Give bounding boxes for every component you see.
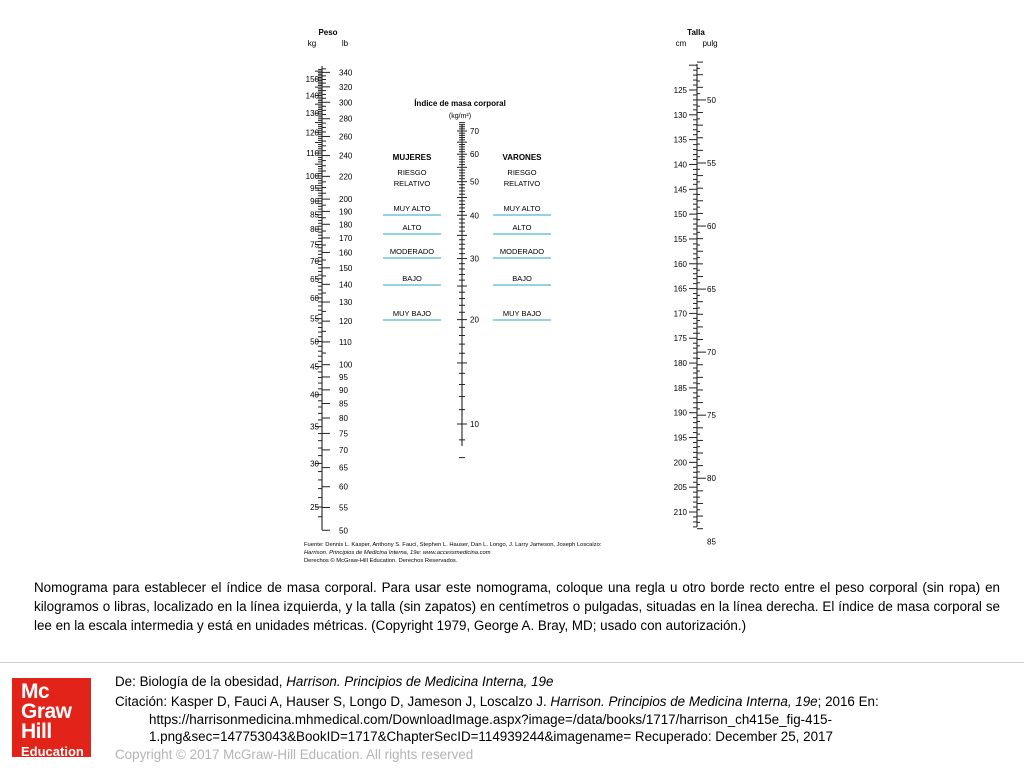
bmi-tick-label: 30 xyxy=(470,254,479,264)
lb-unit: lb xyxy=(341,39,349,48)
risk-level-label: MUY ALTO xyxy=(393,204,431,213)
weight-title: Peso xyxy=(318,28,338,37)
in-tick-label: 70 xyxy=(707,348,716,358)
risk-panel-women xyxy=(383,153,441,320)
lb-tick-label: 320 xyxy=(339,82,353,92)
citation-book-title: Harrison. Principios de Medicina Interna, 19e xyxy=(550,694,818,710)
cm-tick-label: 200 xyxy=(673,458,687,468)
risk-panel-header: VARONES xyxy=(502,153,542,162)
kg-tick-label: 110 xyxy=(306,149,319,159)
lb-tick-label: 90 xyxy=(339,385,348,395)
lb-tick-label: 130 xyxy=(339,298,353,308)
risk-level-label: BAJO xyxy=(512,274,532,283)
kg-tick-label: 95 xyxy=(310,184,319,194)
cm-tick-label: 175 xyxy=(673,334,687,344)
bmi-tick-label: 50 xyxy=(470,177,479,187)
cm-tick-label: 210 xyxy=(673,508,687,517)
lb-tick-label: 65 xyxy=(339,463,348,473)
kg-tick-label: 75 xyxy=(310,240,319,250)
bmi-tick-label: 10 xyxy=(470,420,479,429)
lb-tick-label: 180 xyxy=(339,220,353,230)
source-line-3: Derechos © McGraw-Hill Education. Derechos Reservados. xyxy=(304,558,458,564)
in-tick-label: 50 xyxy=(707,95,716,105)
lb-tick-label: 140 xyxy=(339,280,353,290)
cm-tick-label: 205 xyxy=(673,483,687,493)
lb-tick-label: 190 xyxy=(339,207,353,217)
risk-level-label: BAJO xyxy=(402,274,422,283)
lb-tick-label: 55 xyxy=(339,503,348,513)
logo-line-1: Mc xyxy=(21,680,50,703)
bmi-tick-label: 40 xyxy=(470,211,479,221)
copyright-notice: Copyright © 2017 McGraw-Hill Education. All rights reserved xyxy=(115,746,474,762)
cm-tick-label: 130 xyxy=(673,110,687,120)
reference-block xyxy=(115,673,1005,763)
lb-tick-label: 120 xyxy=(339,317,353,327)
kg-unit: kg xyxy=(307,39,317,48)
bmi-tick-label: 20 xyxy=(470,315,479,325)
in-tick-label: 85 xyxy=(707,537,716,547)
citation xyxy=(115,693,1005,745)
cm-tick-label: 190 xyxy=(673,408,687,418)
kg-tick-label: 45 xyxy=(310,362,319,372)
cm-tick-label: 155 xyxy=(673,234,687,244)
cm-unit: cm xyxy=(675,39,687,48)
lb-tick-label: 110 xyxy=(339,337,352,347)
kg-tick-label: 130 xyxy=(305,109,319,119)
risk-level-label: MUY BAJO xyxy=(392,309,432,318)
bmi-tick-label: 60 xyxy=(470,150,479,160)
lb-tick-label: 200 xyxy=(339,195,353,205)
logo-line-4: Education xyxy=(21,744,84,759)
cm-tick-label: 135 xyxy=(673,135,687,145)
risk-level-label: MODERADO xyxy=(389,247,435,256)
cm-tick-label: 145 xyxy=(673,185,687,195)
risk-level-label: MODERADO xyxy=(499,247,545,256)
lb-tick-label: 50 xyxy=(339,526,348,536)
weight-scale xyxy=(306,28,353,535)
risk-level-label: ALTO xyxy=(402,223,422,232)
lb-tick-label: 280 xyxy=(339,114,353,124)
divider xyxy=(0,662,1024,663)
kg-tick-label: 30 xyxy=(310,459,319,469)
figure-source-note xyxy=(304,542,602,564)
kg-tick-label: 60 xyxy=(310,293,319,303)
kg-tick-label: 40 xyxy=(310,390,319,400)
lb-tick-label: 95 xyxy=(339,372,348,382)
logo-line-2: Graw xyxy=(21,700,72,723)
in-tick-label: 75 xyxy=(707,411,716,421)
kg-tick-label: 85 xyxy=(310,210,319,220)
cm-tick-label: 170 xyxy=(673,309,687,319)
in-tick-label: 60 xyxy=(707,222,716,232)
source-line-2: Harrison. Principios de Medicina Interna, 19e: www.accessmedicina.com xyxy=(304,550,491,556)
bmi-title: Índice de masa corporal xyxy=(414,99,506,108)
risk-label-line1: RIESGO xyxy=(397,168,427,177)
kg-tick-label: 70 xyxy=(310,257,319,267)
citation-authors: Citación: Kasper D, Fauci A, Hauser S, Longo D, Jameson J, Loscalzo J. xyxy=(115,694,551,710)
risk-label-line2: RELATIVO xyxy=(503,179,541,188)
kg-tick-label: 65 xyxy=(310,274,319,284)
lb-tick-label: 240 xyxy=(339,151,353,161)
cm-tick-label: 140 xyxy=(673,160,687,170)
kg-tick-label: 90 xyxy=(310,197,319,207)
lb-tick-label: 85 xyxy=(339,399,348,409)
source-chapter xyxy=(115,673,1005,690)
mcgraw-hill-logo xyxy=(12,678,91,757)
source-chapter-title: Biología de la obesidad, xyxy=(139,674,287,689)
bmi-tick-label: 70 xyxy=(470,127,479,136)
risk-label-line1: RIESGO xyxy=(507,168,537,177)
lb-tick-label: 70 xyxy=(339,445,348,455)
source-prefix: De: xyxy=(115,674,140,689)
in-unit: pulg xyxy=(702,39,718,48)
lb-tick-label: 340 xyxy=(339,68,353,78)
cm-tick-label: 165 xyxy=(673,284,687,294)
kg-tick-label: 35 xyxy=(310,422,319,432)
bmi-unit: (kg/m²) xyxy=(448,113,472,120)
lb-tick-label: 80 xyxy=(339,413,348,423)
lb-tick-label: 260 xyxy=(339,132,353,142)
logo-line-3: Hill xyxy=(21,720,52,743)
kg-tick-label: 140 xyxy=(305,91,319,101)
figure-caption: Nomograma para establecer el índice de masa corporal. Para usar este nomograma, coloque una regla u otro borde recto entre el peso corporal (sin ropa) en kilogramos o libras, localizado en la línea izquierda, y la talla (sin zapatos) en centímetros o pulgadas, situadas en la línea derecha. El índice de masa corporal se lee en la escala intermedia y está en unidades métricas. (Copyright 1979, George A. Bray, MD; usado con autorización.) xyxy=(34,580,1000,633)
risk-panel-header: MUJERES xyxy=(392,153,432,162)
lb-tick-label: 160 xyxy=(339,248,353,258)
source-book-title: Harrison. Principios de Medicina Interna, 19e xyxy=(286,674,554,689)
lb-tick-label: 300 xyxy=(339,98,353,108)
kg-tick-label: 150 xyxy=(305,75,319,84)
kg-tick-label: 55 xyxy=(310,314,319,324)
cm-tick-label: 195 xyxy=(673,433,687,443)
kg-tick-label: 120 xyxy=(305,128,319,138)
lb-tick-label: 60 xyxy=(339,482,348,492)
cm-tick-label: 125 xyxy=(673,86,687,95)
cm-tick-label: 185 xyxy=(673,383,687,393)
kg-tick-label: 50 xyxy=(310,337,319,347)
citation-details: ; 2016 En: https://harrisonmedicina.mhmedical.com/DownloadImage.aspx?image=/data/books/1717/harrison_ch415e_fig-415-1.png&sec=147753043&BookID=1717&ChapterSecID=114939244&imagename= Recuperado: December 25, 2017 xyxy=(149,694,879,745)
risk-level-label: MUY BAJO xyxy=(502,309,542,318)
in-tick-label: 80 xyxy=(707,474,716,484)
in-tick-label: 55 xyxy=(707,158,716,168)
cm-tick-label: 160 xyxy=(673,259,687,269)
kg-tick-label: 80 xyxy=(310,225,319,235)
cm-tick-label: 180 xyxy=(673,359,687,369)
risk-level-label: ALTO xyxy=(512,223,532,232)
height-title: Talla xyxy=(687,28,705,37)
risk-panel-men xyxy=(493,153,551,320)
lb-tick-label: 170 xyxy=(339,233,353,243)
lb-tick-label: 150 xyxy=(339,263,353,273)
lb-tick-label: 100 xyxy=(339,360,353,370)
in-tick-label: 65 xyxy=(707,285,716,295)
kg-tick-label: 100 xyxy=(305,171,319,181)
risk-label-line2: RELATIVO xyxy=(393,179,431,188)
risk-level-label: MUY ALTO xyxy=(503,204,541,213)
cm-tick-label: 150 xyxy=(673,210,687,220)
height-scale xyxy=(674,28,718,546)
lb-tick-label: 220 xyxy=(339,172,353,182)
source-line-1: Fuente: Dennis L. Kasper, Anthony S. Fauci, Stephen L. Hauser, Dan L. Longo, J. Larry Jameson, Joseph Loscalzo: xyxy=(304,542,602,548)
lb-tick-label: 75 xyxy=(339,429,348,439)
kg-tick-label: 25 xyxy=(310,503,319,512)
